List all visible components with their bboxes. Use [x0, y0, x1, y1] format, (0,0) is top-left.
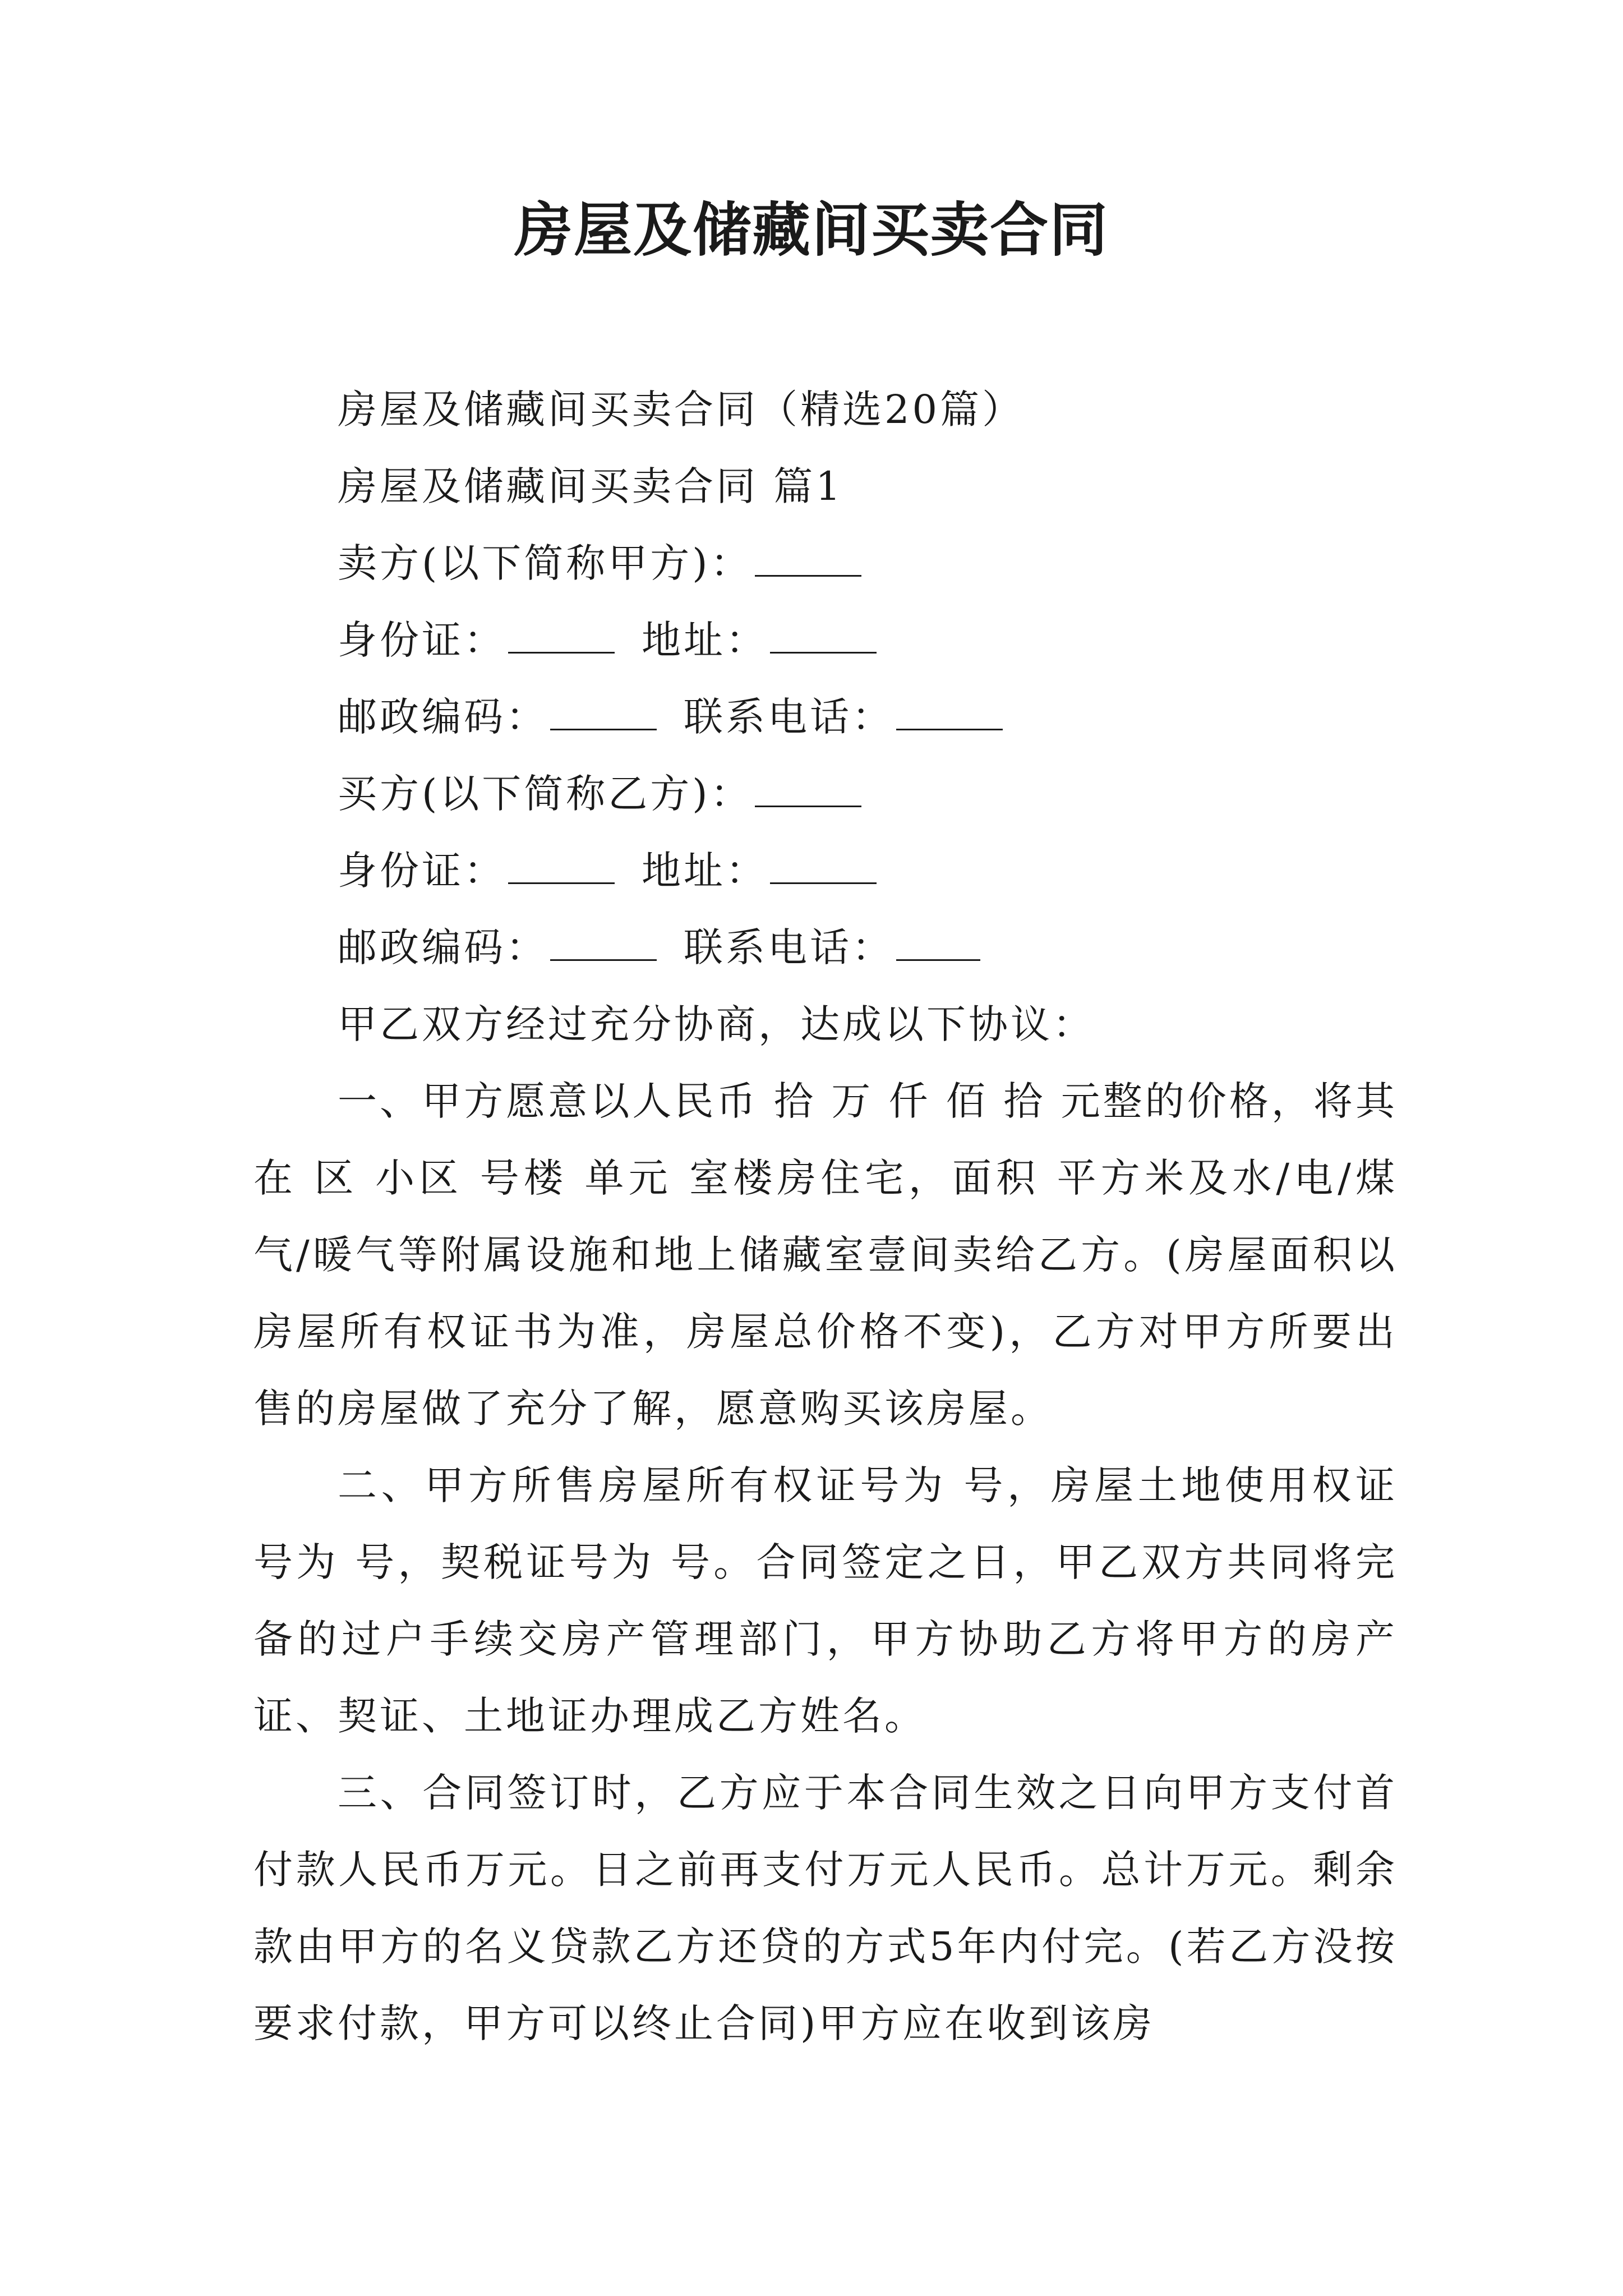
- buyer-id-line: [253, 832, 1398, 909]
- document-subtitle: 房屋及储藏间买卖合同（精选20篇）: [338, 386, 1025, 432]
- buyer-contact-line: [253, 909, 1398, 986]
- buyer-postcode-blank: [550, 924, 657, 961]
- buyer-id-blank: [508, 848, 615, 884]
- seller-phone-blank: [896, 694, 1003, 730]
- clause-1: 一、甲方愿意以人民币 拾 万 仟 佰 拾 元整的价格，将其在 区 小区 号楼 单元 室楼房住宅，面积 平方米及水/电/煤气/暖气等附属设施和地上储藏室壹间卖给乙方。(房屋面积以房屋所有权证书为准，房屋总价格不变)，乙方对甲方所要出售的房屋做了充分了解，愿意购买该房屋。: [253, 1078, 1398, 1432]
- seller-line: [253, 525, 1398, 602]
- seller-id-line: [253, 602, 1398, 679]
- seller-id-label: 身份证：: [338, 617, 506, 663]
- seller-name-blank: [755, 540, 861, 577]
- clause-3: 三、合同签订时，乙方应于本合同生效之日向甲方支付首付款人民币万元。日之前再支付万元人民币。总计万元。剩余款由甲方的名义贷款乙方还贷的方式5年内付完。(若乙方没按要求付款，甲方可以终止合同)甲方应在收到该房: [253, 1770, 1398, 2046]
- seller-postcode-label: 邮政编码：: [338, 694, 548, 740]
- document-title: 房屋及储藏间买卖合同: [514, 195, 1109, 264]
- buyer-phone-blank: [896, 924, 980, 961]
- buyer-phone-label: 联系电话：: [684, 924, 894, 970]
- buyer-address-label: 地址：: [642, 848, 768, 894]
- document-body: [253, 371, 1398, 2062]
- seller-postcode-blank: [550, 694, 657, 730]
- seller-id-blank: [508, 617, 615, 654]
- seller-address-blank: [770, 617, 877, 654]
- seller-label: 卖方(以下简称甲方)：: [338, 540, 753, 586]
- agreement-intro: 甲乙双方经过充分协商，达成以下协议：: [338, 1001, 1095, 1047]
- buyer-address-blank: [770, 848, 877, 884]
- buyer-line: [253, 756, 1398, 832]
- buyer-id-label: 身份证：: [338, 848, 506, 894]
- seller-phone-label: 联系电话：: [684, 694, 894, 740]
- seller-contact-line: [253, 679, 1398, 756]
- article-heading: 房屋及储藏间买卖合同 篇1: [338, 463, 843, 509]
- seller-address-label: 地址：: [642, 617, 768, 663]
- buyer-postcode-label: 邮政编码：: [338, 924, 548, 970]
- clause-2: 二、甲方所售房屋所有权证号为 号，房屋土地使用权证号为 号，契税证号为 号。合同签定之日，甲乙双方共同将完备的过户手续交房产管理部门，甲方协助乙方将甲方的房产证、契证、土地证办理成乙方姓名。: [253, 1462, 1398, 1739]
- buyer-label: 买方(以下简称乙方)：: [338, 771, 753, 817]
- buyer-name-blank: [755, 771, 861, 807]
